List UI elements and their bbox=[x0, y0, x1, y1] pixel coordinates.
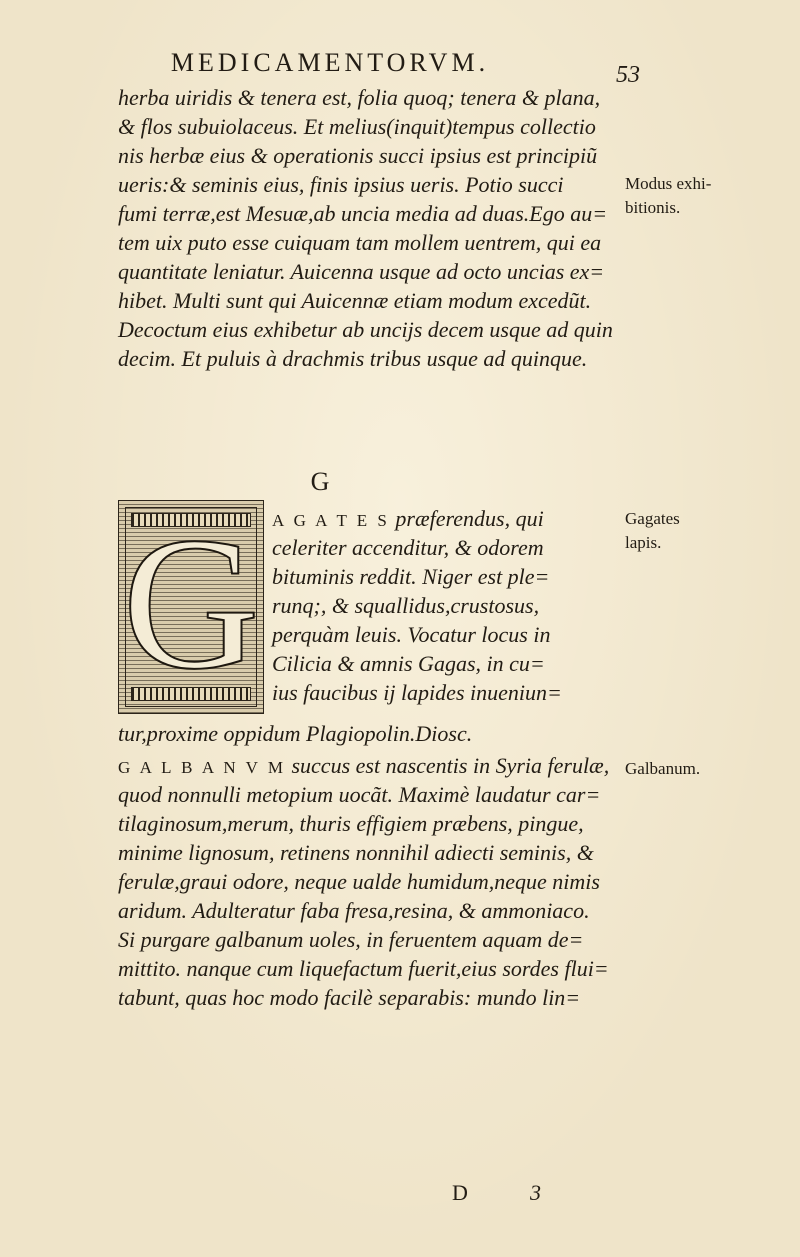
text-line: runq;, & squallidus,crustosus, bbox=[272, 593, 540, 618]
text-line: quantitate leniatur. Auicenna usque ad octo uncias ex= bbox=[118, 259, 605, 284]
margin-note: Gagates bbox=[625, 509, 680, 528]
text-line: ueris:& seminis eius, finis ipsius ueris. Potio succi bbox=[118, 172, 564, 197]
entry-heading: A G A T E S bbox=[272, 511, 390, 530]
text-line: ius faucibus ij lapides inueniun= bbox=[272, 680, 562, 705]
text-line: tilaginosum,merum, thuris effigiem præbens, pingue, bbox=[118, 811, 584, 836]
text-line: herba uiridis & tenera est, folia quoq; tenera & plana, bbox=[118, 85, 601, 110]
text-line: nis herbæ eius & operationis succi ipsius est principiũ bbox=[118, 143, 598, 168]
text-line: Si purgare galbanum uoles, in feruentem aquam de= bbox=[118, 927, 584, 952]
running-head: MEDICAMENTORVM. bbox=[170, 48, 490, 77]
text-line: & flos subuiolaceus. Et melius(inquit)tempus collectio bbox=[118, 114, 596, 139]
margin-note: lapis. bbox=[625, 533, 662, 552]
text-line: tem uix puto esse cuiquam tam mollem uentrem, qui ea bbox=[118, 230, 602, 255]
signature-mark: D bbox=[452, 1180, 468, 1205]
text-line: bituminis reddit. Niger est ple= bbox=[272, 564, 550, 589]
text-line: mittito. nanque cum liquefactum fuerit,eius sordes flui= bbox=[118, 956, 609, 981]
page-number: 53 bbox=[616, 62, 640, 88]
text-fragment: præferendus, qui bbox=[389, 506, 544, 531]
text-line bbox=[118, 752, 609, 782]
text-line: celeriter accenditur, & odorem bbox=[272, 535, 544, 560]
initial-letter: G bbox=[122, 500, 260, 709]
signature-number: 3 bbox=[530, 1180, 541, 1205]
text-line: ferulæ,graui odore, neque ualde humidum,neque nimis bbox=[118, 869, 600, 894]
text-line: tur,proxime oppidum Plagiopolin.Diosc. bbox=[118, 721, 473, 746]
entry-heading: G A L B A N V M bbox=[118, 758, 286, 777]
section-letter: G bbox=[310, 467, 330, 496]
text-line: hibet. Multi sunt qui Auicennæ etiam modum excedũt. bbox=[118, 288, 592, 313]
margin-note: Modus exhi- bbox=[625, 174, 712, 193]
text-line: perquàm leuis. Vocatur locus in bbox=[272, 622, 551, 647]
text-line: Decoctum eius exhibetur ab uncijs decem usque ad quin bbox=[118, 317, 613, 342]
text-line: aridum. Adulteratur faba fresa,resina, & ammoniaco. bbox=[118, 898, 590, 923]
text-line: Cilicia & amnis Gagas, in cu= bbox=[272, 651, 545, 676]
text-line: fumi terræ,est Mesuæ,ab uncia media ad duas.Ego au= bbox=[118, 201, 608, 226]
text-fragment: succus est nascentis in Syria ferulæ, bbox=[285, 753, 610, 778]
text-line: quod nonnulli metopium uocãt. Maximè laudatur car= bbox=[118, 782, 601, 807]
text-line: decim. Et puluis à drachmis tribus usque ad quinque. bbox=[118, 346, 588, 371]
margin-note: Galbanum. bbox=[625, 759, 701, 778]
margin-note: bitionis. bbox=[625, 198, 681, 217]
decorated-initial bbox=[118, 500, 264, 714]
text-line bbox=[272, 505, 544, 535]
text-line: minime lignosum, retinens nonnihil adiecti seminis, & bbox=[118, 840, 594, 865]
text-line: tabunt, quas hoc modo facilè separabis: mundo lin= bbox=[118, 985, 581, 1010]
